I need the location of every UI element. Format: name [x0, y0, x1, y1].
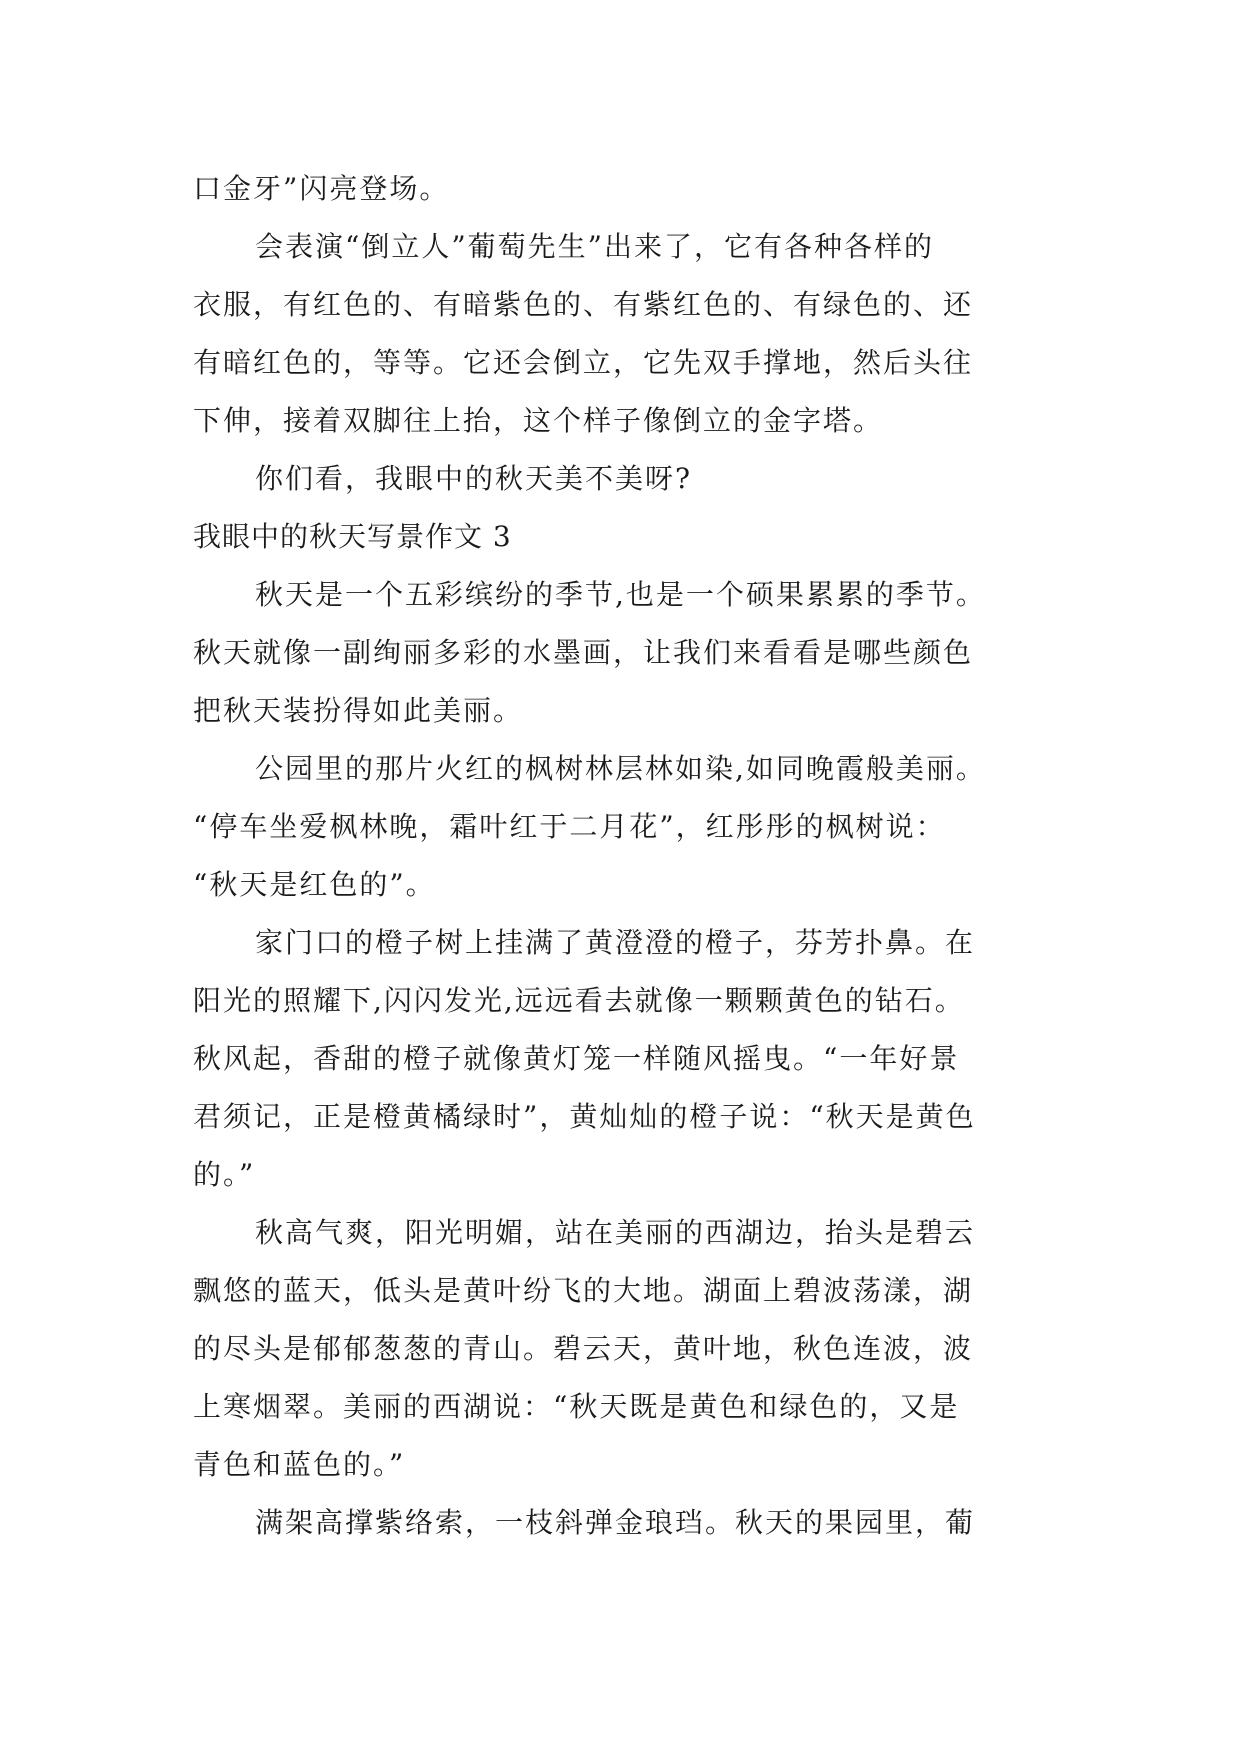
text-line: 你们看，我眼中的秋天美不美呀? — [255, 462, 693, 495]
paragraph — [193, 1494, 1053, 1552]
text-line: 我眼中的秋天写景作文 3 — [193, 520, 512, 553]
paragraph — [193, 566, 1053, 740]
paragraph — [193, 740, 1053, 914]
essay-body — [193, 160, 1053, 1552]
text-line: 满架高撑紫络索，一枝斜弹金琅珰。秋天的果园里，葡 — [255, 1506, 976, 1539]
text-line: 秋天是一个五彩缤纷的季节,也是一个硕果累累的季节。 — [255, 578, 986, 611]
text-line: 公园里的那片火红的枫树林层林如染,如同晚霞般美丽。 — [255, 752, 986, 785]
text-line: 秋风起，香甜的橙子就像黄灯笼一样随风摇曳。“一年好景 — [193, 1042, 960, 1075]
paragraph-continuation — [193, 160, 1053, 218]
text-line: 把秋天装扮得如此美丽。 — [193, 694, 524, 727]
text-line: “停车坐爱枫林晚，霜叶红于二月花”，红彤彤的枫树说： — [193, 810, 946, 843]
text-line: 秋天就像一副绚丽多彩的水墨画，让我们来看看是哪些颜色 — [193, 636, 974, 669]
text-line: 口金牙”闪亮登场。 — [193, 172, 450, 205]
paragraph — [193, 914, 1053, 1204]
paragraph — [193, 1204, 1053, 1494]
text-line: 家门口的橙子树上挂满了黄澄澄的橙子，芬芳扑鼻。在 — [255, 926, 976, 959]
text-line: 会表演“倒立人”葡萄先生”出来了，它有各种各样的 — [255, 230, 934, 263]
text-line: 阳光的照耀下,闪闪发光,远远看去就像一颗颗黄色的钻石。 — [193, 984, 965, 1017]
text-line: 的。” — [193, 1158, 256, 1191]
text-line: 上寒烟翠。美丽的西湖说：“秋天既是黄色和绿色的，又是 — [193, 1390, 960, 1423]
text-line: 下伸，接着双脚往上抬，这个样子像倒立的金字塔。 — [193, 404, 884, 437]
section-heading — [193, 508, 1053, 566]
text-line: “秋天是红色的”。 — [193, 868, 436, 901]
paragraph — [193, 450, 1053, 508]
text-line: 青色和蓝色的。” — [193, 1448, 406, 1481]
text-line: 有暗红色的，等等。它还会倒立，它先双手撑地，然后头往 — [193, 346, 974, 379]
text-line: 秋高气爽，阳光明媚，站在美丽的西湖边，抬头是碧云 — [255, 1216, 976, 1249]
text-line: 飘悠的蓝天，低头是黄叶纷飞的大地。湖面上碧波荡漾，湖 — [193, 1274, 974, 1307]
text-line: 衣服，有红色的、有暗紫色的、有紫红色的、有绿色的、还 — [193, 288, 974, 321]
text-line: 的尽头是郁郁葱葱的青山。碧云天，黄叶地，秋色连波，波 — [193, 1332, 974, 1365]
text-line: 君须记，正是橙黄橘绿时”，黄灿灿的橙子说：“秋天是黄色 — [193, 1100, 976, 1133]
paragraph — [193, 218, 1053, 450]
